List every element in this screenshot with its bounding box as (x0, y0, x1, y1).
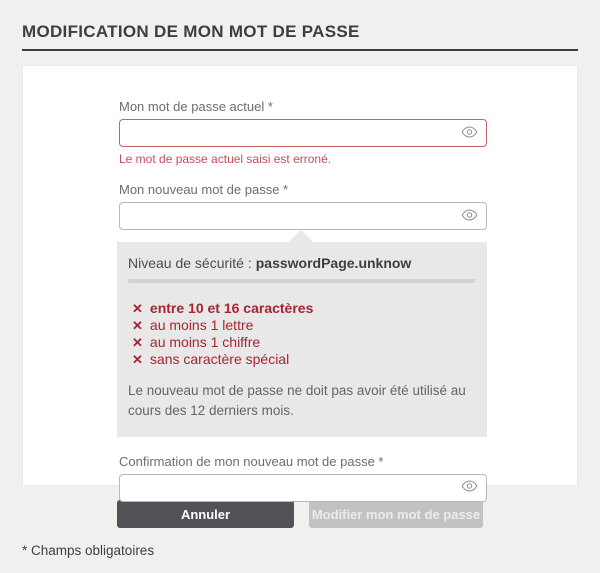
security-level-label: Niveau de sécurité : (128, 255, 252, 271)
confirm-password-eye-toggle[interactable] (460, 481, 479, 495)
criteria-label: au moins 1 lettre (149, 317, 254, 333)
criteria-list (132, 300, 475, 368)
criteria-label: entre 10 et 16 caractères (149, 300, 314, 316)
current-password-label: Mon mot de passe actuel * (119, 99, 273, 114)
security-level-row (128, 255, 475, 271)
new-password-label: Mon nouveau mot de passe * (119, 182, 289, 197)
new-password-input-wrap (119, 202, 487, 230)
eye-icon (461, 126, 478, 141)
current-password-input[interactable] (120, 120, 486, 146)
criteria-item (132, 351, 475, 368)
password-form (119, 66, 487, 502)
confirm-password-input-wrap (119, 474, 487, 502)
current-password-field (119, 99, 487, 166)
eye-icon (461, 480, 478, 495)
security-tooltip (117, 242, 487, 437)
criteria-label: au moins 1 chiffre (149, 334, 261, 350)
form-actions (0, 500, 600, 528)
security-level-value: passwordPage.unknow (255, 255, 412, 271)
page-header (0, 0, 600, 51)
new-password-field (119, 182, 487, 230)
cross-icon: ✕ (132, 335, 143, 350)
criteria-item (132, 300, 475, 317)
tooltip-arrow (289, 230, 313, 242)
current-password-error: Le mot de passe actuel saisi est erroné. (119, 152, 332, 166)
password-strength-meter (128, 279, 475, 283)
confirm-password-field (119, 454, 487, 502)
title-divider (22, 49, 578, 51)
password-form-card (22, 65, 578, 486)
page-title: MODIFICATION DE MON MOT DE PASSE (22, 22, 360, 41)
submit-button[interactable]: Modifier mon mot de passe (309, 500, 483, 528)
criteria-item (132, 317, 475, 334)
new-password-input[interactable] (120, 203, 486, 229)
password-history-note: Le nouveau mot de passe ne doit pas avoir été utilisé au cours des 12 derniers mois. (128, 383, 466, 419)
cross-icon: ✕ (132, 318, 143, 333)
cancel-button[interactable]: Annuler (117, 500, 294, 528)
criteria-label: sans caractère spécial (149, 351, 290, 367)
cross-icon: ✕ (132, 301, 143, 316)
confirm-password-input[interactable] (120, 475, 486, 501)
required-fields-note: * Champs obligatoires (22, 543, 155, 558)
current-password-eye-toggle[interactable] (460, 126, 479, 140)
new-password-eye-toggle[interactable] (460, 209, 479, 223)
cross-icon: ✕ (132, 352, 143, 367)
criteria-item (132, 334, 475, 351)
confirm-password-label: Confirmation de mon nouveau mot de passe * (119, 453, 384, 469)
current-password-input-wrap (119, 119, 487, 147)
eye-icon (461, 209, 478, 224)
